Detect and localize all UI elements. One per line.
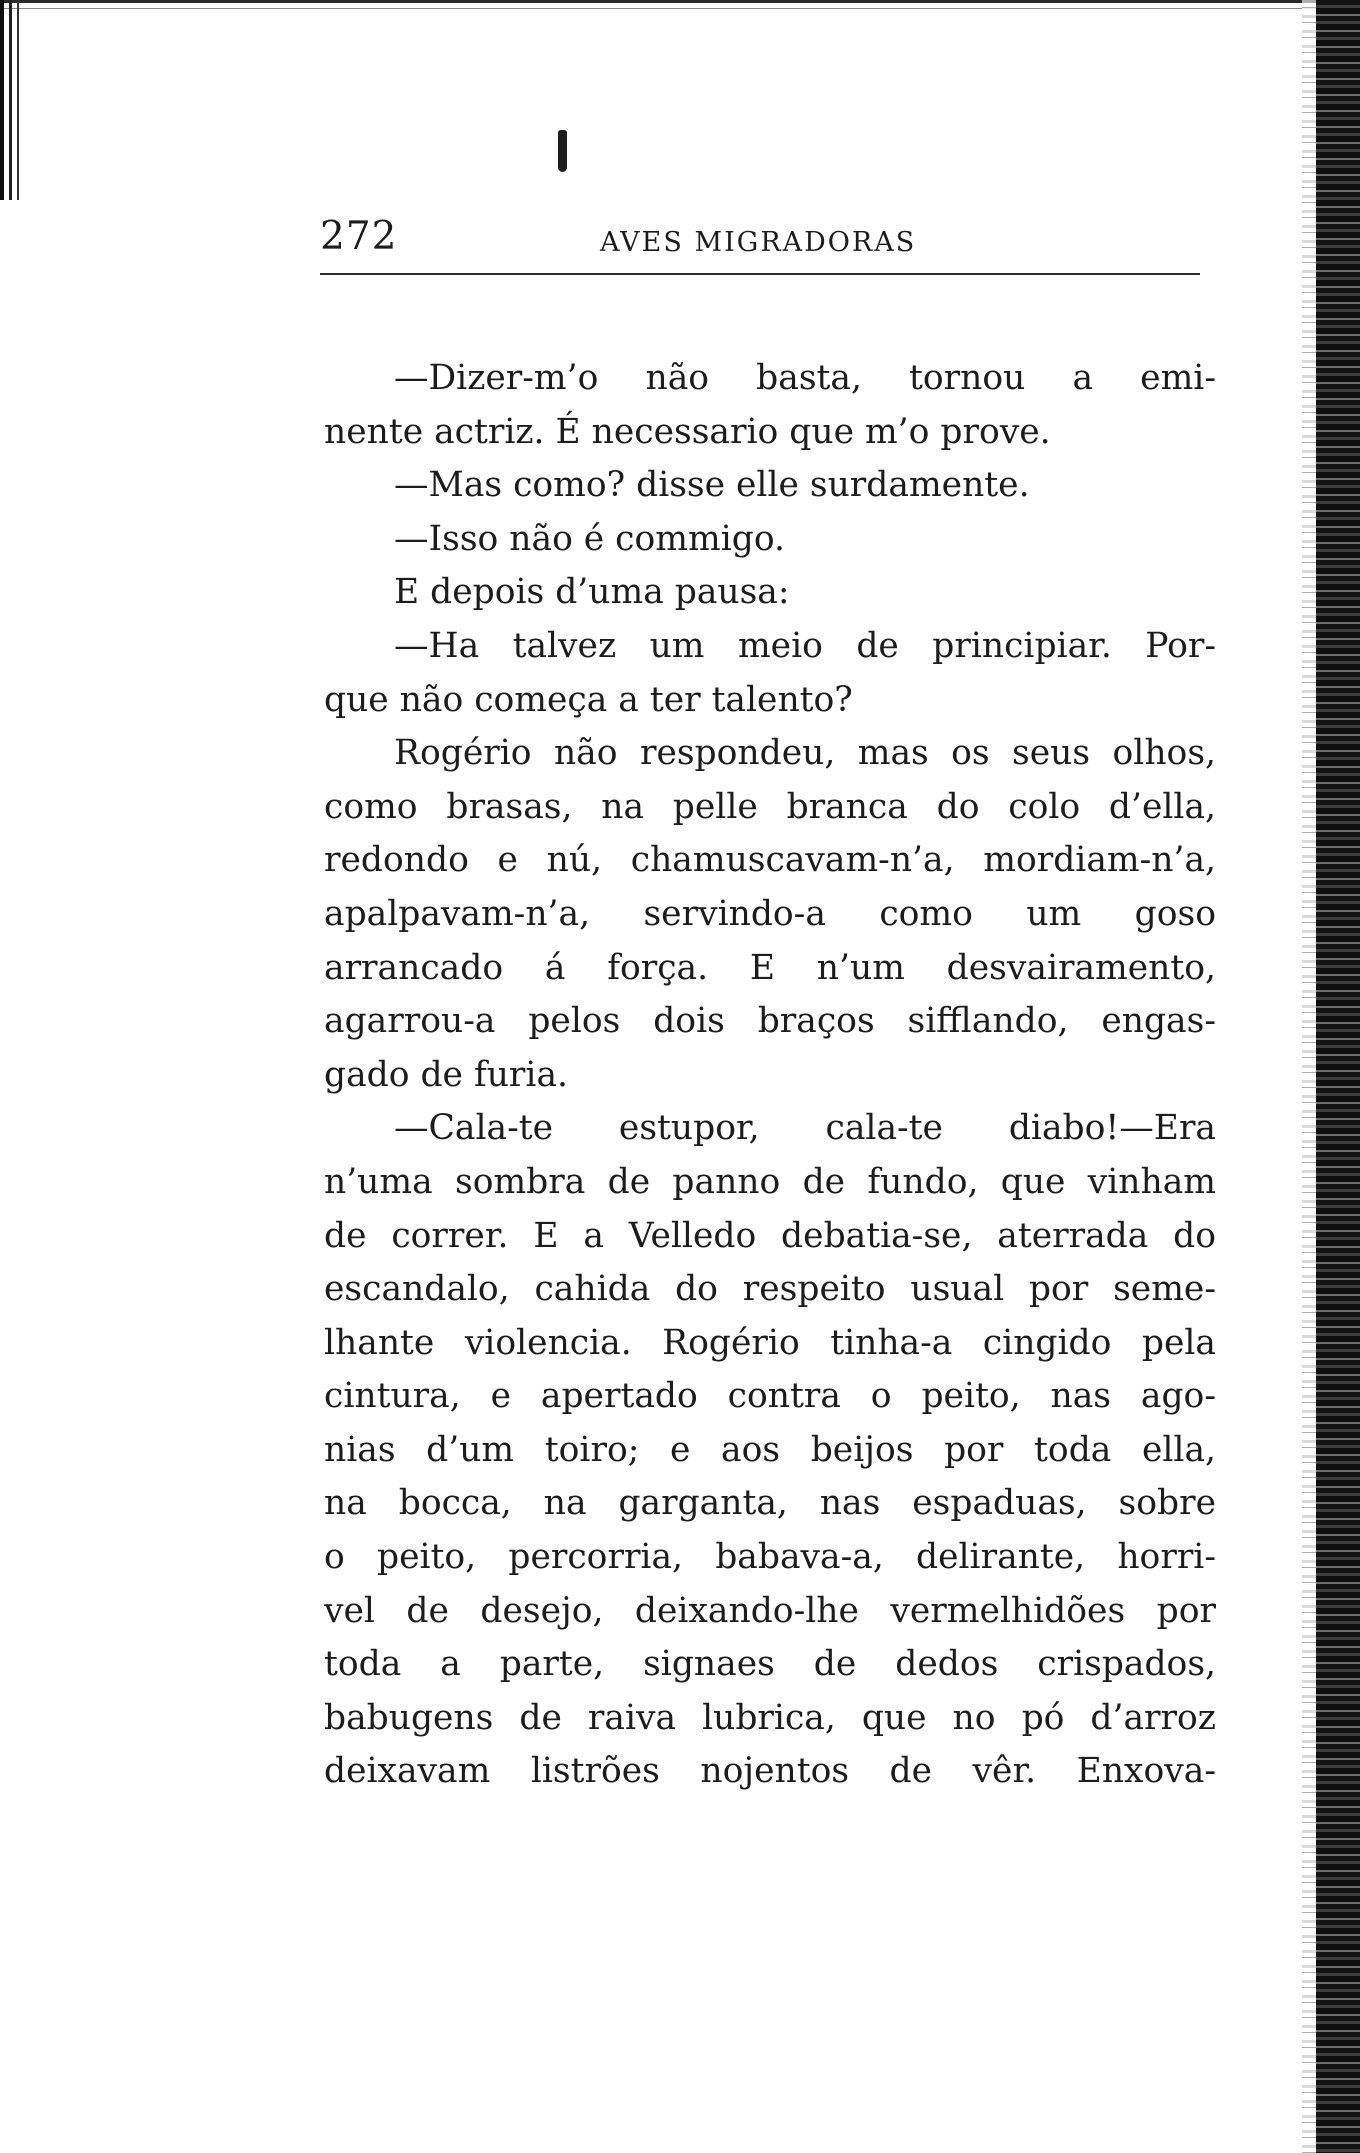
text-line: babugens de raiva lubrica, que no pó d’arroz bbox=[324, 1697, 1216, 1738]
text-line: gado de furia. bbox=[324, 1054, 568, 1095]
text-line: agarrou-a pelos dois braços sifflando, engas- bbox=[324, 1001, 1216, 1042]
text-line: de correr. E a Velledo debatia-se, aterrada do bbox=[324, 1215, 1216, 1256]
text-line: como brasas, na pelle branca do colo d’ella, bbox=[324, 786, 1216, 827]
text-line: n’uma sombra de panno de fundo, que vinham bbox=[324, 1161, 1216, 1202]
text-line: que não começa a ter talento? bbox=[324, 679, 853, 720]
text-line: nente actriz. É necessario que m’o prove. bbox=[324, 411, 1051, 452]
text-line: lhante violencia. Rogério tinha-a cingido pela bbox=[324, 1322, 1216, 1363]
text-line: —Isso não é commigo. bbox=[394, 518, 785, 559]
text-line: toda a parte, signaes de dedos crispados, bbox=[324, 1644, 1216, 1685]
text-line: escandalo, cahida do respeito usual por seme- bbox=[324, 1269, 1216, 1310]
scan-border-right bbox=[1316, 0, 1360, 2153]
page-number: 272 bbox=[320, 214, 398, 259]
page-header bbox=[320, 214, 1200, 275]
text-line: —Mas como? disse elle surdamente. bbox=[394, 465, 1030, 506]
ink-blot bbox=[558, 130, 567, 172]
text-line: o peito, percorria, babava-a, delirante, horri- bbox=[324, 1537, 1216, 1578]
text-line: arrancado á força. E n’um desvairamento, bbox=[324, 947, 1216, 988]
text-line: vel de desejo, deixando-lhe vermelhidões por bbox=[324, 1590, 1216, 1631]
text-line: E depois d’uma pausa: bbox=[394, 572, 790, 613]
text-line: redondo e nú, chamuscavam-n’a, mordiam-n’a, bbox=[324, 840, 1216, 881]
text-line: —Dizer-m’o não basta, tornou a emi- bbox=[394, 358, 1216, 398]
text-line: na bocca, na garganta, nas espaduas, sobre bbox=[324, 1483, 1216, 1524]
text-line: nias d’um toiro; e aos beijos por toda ella, bbox=[324, 1429, 1216, 1470]
body-text bbox=[324, 352, 1216, 1799]
scan-border-top bbox=[0, 0, 1360, 16]
text-line: —Ha talvez um meio de principiar. Por- bbox=[394, 625, 1216, 666]
text-line: deixavam listrões nojentos de vêr. Enxova- bbox=[324, 1751, 1216, 1792]
text-line: —Cala-te estupor, cala-te diabo!—Era bbox=[394, 1108, 1216, 1149]
scan-border-shadow bbox=[1302, 0, 1316, 2153]
text-line: cintura, e apertado contra o peito, nas ago- bbox=[324, 1376, 1216, 1417]
running-title: AVES MIGRADORAS bbox=[600, 227, 917, 258]
text-line: apalpavam-n’a, servindo-a como um goso bbox=[324, 893, 1216, 934]
scan-border-left bbox=[0, 0, 44, 200]
text-line: Rogério não respondeu, mas os seus olhos, bbox=[394, 733, 1216, 774]
